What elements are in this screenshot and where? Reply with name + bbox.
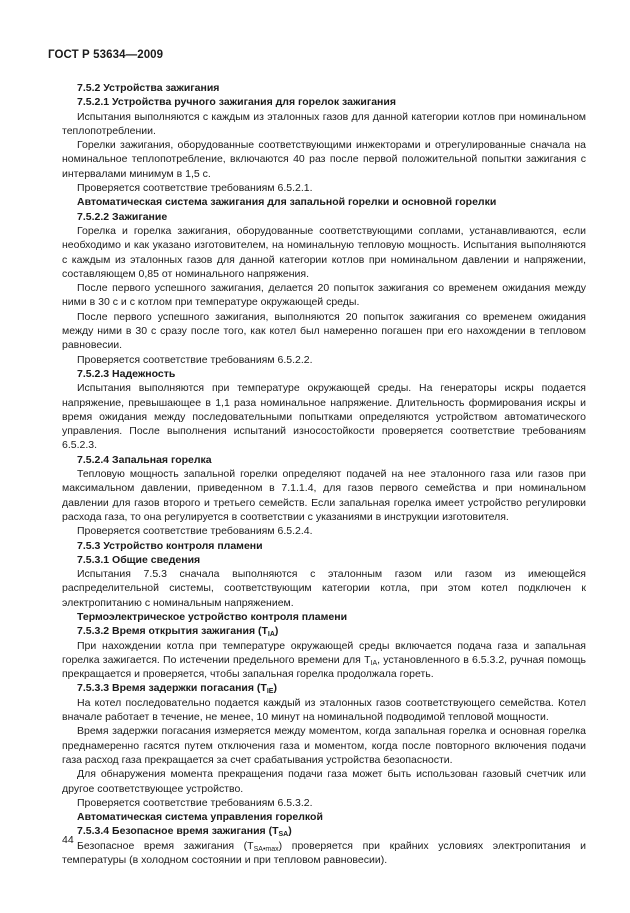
standard-header: ГОСТ Р 53634—2009 [48, 49, 164, 61]
paragraph: Проверяется соответствие требованиям 6.5.2.4. [77, 525, 313, 538]
section-heading: 7.5.2.4 Запальная горелка [77, 453, 212, 466]
paragraph: После первого успешного зажигания, делается 20 попыток зажигания со временем ожидания между ними в 30 с и с котлом при температуре окружающей среды. [62, 282, 586, 309]
paragraph: Испытания выполняются при температуре окружающей среды. На генераторы искры подается напряжение, превышающее в 1,1 раза номинальное напряжение. Длительность формирования искры и время ожидания между последовательными попытками определяются устройством автоматического управления. После выполнения испытаний износостойкости проверяется соответствие требованиям 6.5.2.3. [62, 382, 586, 452]
paragraph: Проверяется соответствие требованиям 6.5.2.2. [77, 353, 313, 366]
paragraph: На котел последовательно подается каждый из эталонных газов соответствующего семейства. Котел вначале работает в течение, не менее, 10 минут на номинальной подводимой тепловой мощности. [62, 696, 586, 724]
paragraph: Испытания выполняются с каждым из эталонных газов для данной категории котлов при номинальном теплопотреблении. [62, 110, 586, 137]
section-heading: Автоматическая система зажигания для запальной горелки и основной горелки [77, 196, 497, 209]
section-heading: 7.5.3.1 Общие сведения [77, 553, 201, 566]
paragraph: Безопасное время зажигания $(T_{SA•max})$ проверяется при крайних условиях электропитания и температуры (в холодном состоянии и при тепловом равновесии). [62, 839, 586, 867]
section-heading: 7.5.2.1 Устройства ручного зажигания для горелок зажигания [77, 96, 396, 109]
section-heading: 7.5.3 Устройство контроля пламени [77, 539, 263, 552]
paragraph: Тепловую мощность запальной горелки определяют подачей на нее эталонного газа или газов при максимальном давлении, приведенном в 7.1.1.4, для газов первого семейства и при номинальном давлении для газов второго и третьего семейств. Если запальная горелка имеет устройство регулировки расхода газа, то она регулируется в соответствии с указаниями в инструкции изготовителя. [62, 468, 586, 523]
subscript: IA [370, 659, 378, 667]
paragraph: После первого успешного зажигания, выполняются 20 попыток зажигания со временем ожидания между ними в 30 с сразу после того, как котел был намеренно погашен при его нахождении в тепловом равновесии. [62, 310, 586, 352]
subscript: IA [267, 631, 275, 639]
section-heading: Автоматическая система управления горелкой [77, 811, 323, 824]
paragraph: Горелки зажигания, оборудованные соответствующими инжекторами и отрегулированные сначала на номинальное теплопотребление, включаются 40 раз после первой положительной попытки зажигания с интервалами минимум в 1,5 с. [62, 139, 586, 180]
paragraph: Проверяется соответствие требованиям 6.5.2.1. [77, 182, 313, 195]
section-heading: 7.5.3.4 Безопасное время зажигания $(T_{SA})$ [77, 825, 292, 839]
document-body [62, 81, 586, 867]
section-heading: 7.5.2 Устройства зажигания [77, 82, 220, 94]
paragraph: Горелка и горелка зажигания, оборудованные соответствующими соплами, устанавливаются, если необходимо и как указано изготовителем, на номинальную тепловую мощность. Испытания выполняются с каждым из эталонных газов для данной категории котлов при номинальном давлении и напряжении, составляющем 0,85 от номинального напряжения. [62, 224, 586, 280]
section-heading: 7.5.2.3 Надежность [77, 367, 176, 380]
paragraph: Время задержки погасания измеряется между моментом, когда запальная горелка и основная горелка преднамеренно гасятся путем отключения газа и моментом, когда после повторного включения подачи газа расход газа прекращается за счет срабатывания устройства безопасности. [62, 725, 586, 766]
section-heading: 7.5.3.3 Время задержки погасания $(T_{IE})$ [77, 682, 277, 696]
subscript: SA•max [253, 845, 279, 853]
section-heading: Термоэлектрическое устройство контроля пламени [77, 610, 348, 623]
paragraph: Испытания 7.5.3 сначала выполняются с эталонным газом или газом из имеющейся распределительной системы, соответствующим категории котла, при этом котел подключен к электропитанию с номинальным напряжением. [62, 568, 586, 609]
paragraph: Для обнаружения момента прекращения подачи газа может быть использован газовый счетчик или другое соответствующее устройство. [62, 768, 586, 795]
subscript: SA [278, 831, 289, 839]
subscript: IE [266, 688, 274, 696]
section-heading: 7.5.2.2 Зажигание [77, 210, 168, 223]
section-heading: 7.5.3.2 Время открытия зажигания $(T_{IA})$ [77, 625, 279, 639]
page-number: 44 [62, 834, 74, 846]
paragraph: При нахождении котла при температуре окружающей среды включается подача газа и запальная горелка зажигается. По истечении предельного времени для $T_{IA}$, установленного в 6.5.3.2, ручная помощь прекращается и проверяется, чтобы запальная горелка продолжала гореть. [62, 639, 586, 681]
paragraph: Проверяется соответствие требованиям 6.5.3.2. [77, 796, 313, 809]
